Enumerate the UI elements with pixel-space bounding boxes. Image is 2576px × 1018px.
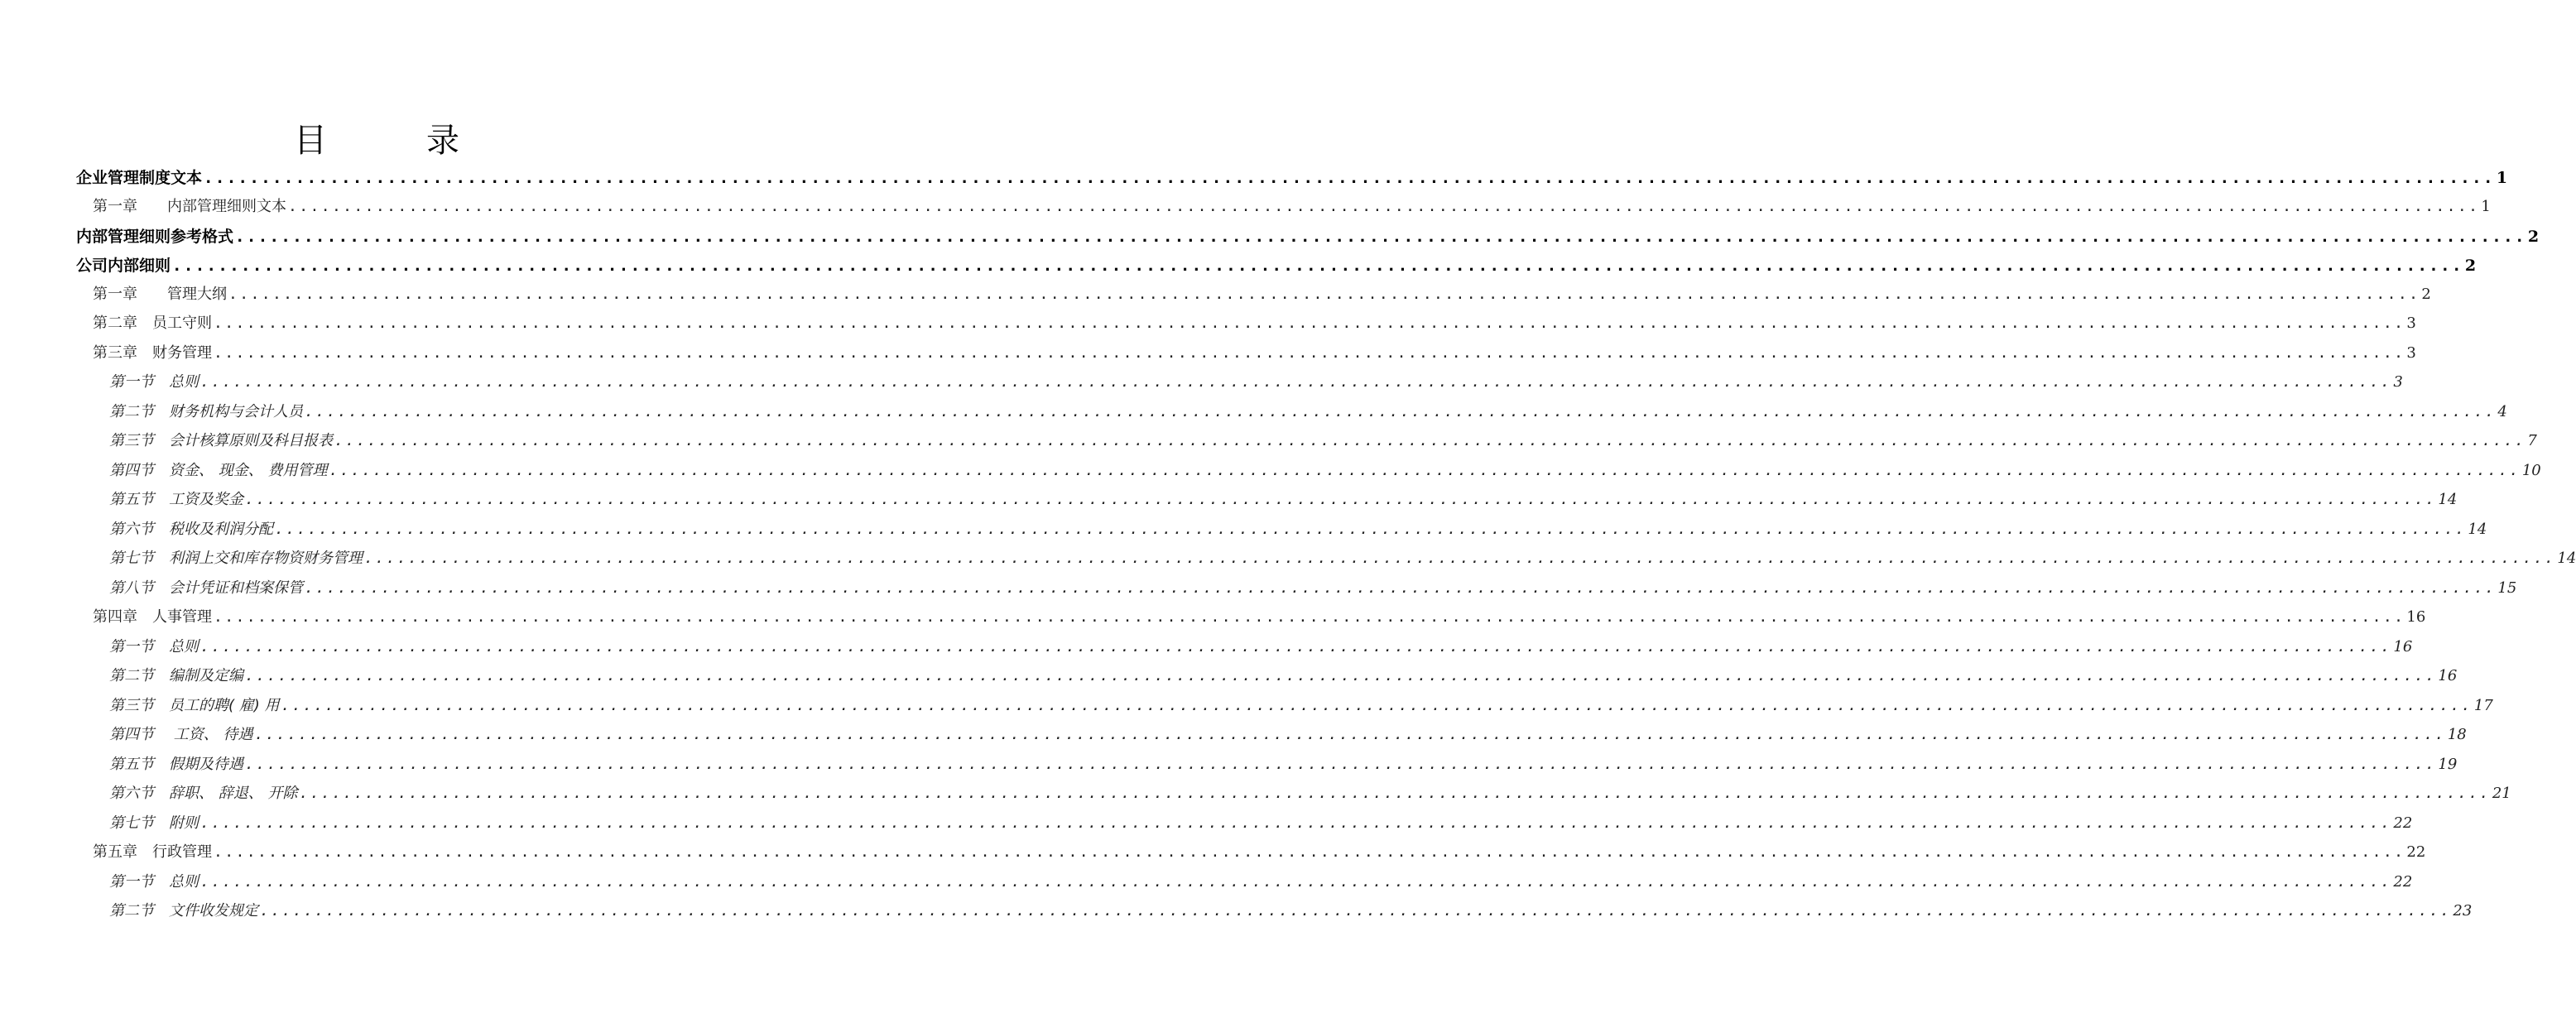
toc-entry-title: 第二节 文件收发规定 [109,902,258,920]
dot-leader: ........................................................................................................................................................................................................ [305,579,2497,597]
toc-entry-page-number: 16 [2406,608,2426,626]
toc-entry-title: 内部管理细则参考格式 [76,228,234,246]
toc-entry-page-number: 21 [2492,785,2511,802]
dot-leader: ........................................................................................................................................................................................................ [245,491,2437,508]
toc-entry-page-number: 22 [2406,843,2426,861]
dot-leader: ........................................................................................................................................................................................................ [245,756,2437,773]
toc-entry[interactable] [109,546,2576,571]
toc-entry[interactable] [93,311,2416,336]
toc-entry[interactable] [109,429,2537,454]
toc-entry[interactable] [109,723,2467,747]
dot-leader: ........................................................................................................................................................................................................ [214,843,2405,861]
toc-entry-title: 第一节 总则 [109,873,199,891]
toc-entry[interactable] [109,694,2493,718]
dot-leader: ........................................................................................................................................................................................................ [275,521,2467,538]
dot-leader: ........................................................................................................................................................................................................ [288,198,2480,215]
toc-entry-page-number: 14 [2557,550,2576,567]
toc-entry[interactable] [109,400,2507,425]
toc-entry[interactable] [76,253,2477,278]
dot-leader: ........................................................................................................................................................................................................ [200,373,2392,391]
toc-entry[interactable] [109,664,2458,689]
toc-entry-page-number: 3 [2406,344,2416,362]
toc-entry-page-number: 16 [2393,638,2413,655]
dot-leader: ........................................................................................................................................................................................................ [329,462,2521,479]
toc-entry[interactable] [109,870,2413,895]
dot-leader: ........................................................................................................................................................................................................ [204,169,2495,187]
toc-entry-title: 第七节 利润上交和库存物资财务管理 [109,550,363,567]
toc-entry-title: 第二节 财务机构与会计人员 [109,403,303,420]
dot-leader: ........................................................................................................................................................................................................ [334,432,2526,449]
toc-entry-title: 第七节 附则 [109,814,199,832]
dot-leader: ........................................................................................................................................................................................................ [214,315,2405,332]
toc-entry-page-number: 14 [2468,521,2487,538]
toc-entry[interactable] [109,752,2458,777]
dot-leader: ........................................................................................................................................................................................................ [214,608,2405,626]
toc-entry-page-number: 2 [2527,228,2540,246]
toc-entry-page-number: 7 [2527,432,2537,449]
toc-entry-page-number: 14 [2438,491,2458,508]
dot-leader: ........................................................................................................................................................................................................ [299,785,2491,802]
toc-entry-title: 第八节 会计凭证和档案保管 [109,579,303,597]
toc-entry-page-number: 15 [2497,579,2517,597]
dot-leader: ........................................................................................................................................................................................................ [172,257,2463,275]
toc-entry-title: 第三节 会计核算原则及科目报表 [109,432,333,449]
toc-entry-title: 第六节 辞职、 辞退、 开除 [109,785,298,802]
toc-entry[interactable] [109,459,2541,483]
toc-entry-title: 第一章 内部管理细则文本 [93,198,286,215]
dot-leader: ........................................................................................................................................................................................................ [200,638,2392,655]
toc-entry-page-number: 10 [2521,462,2541,479]
toc-entry[interactable] [109,635,2413,660]
toc-entry-page-number: 22 [2393,814,2413,832]
toc-entry-title: 公司内部细则 [76,257,171,275]
toc-entry[interactable] [93,840,2426,865]
toc-entry-title: 第五章 行政管理 [93,843,212,861]
toc-entry-title: 第一节 总则 [109,373,199,391]
toc-entry-page-number: 2 [2464,257,2477,275]
dot-leader: ........................................................................................................................................................................................................ [200,814,2392,832]
toc-entry-title: 企业管理制度文本 [76,169,203,187]
toc-entry-page-number: 1 [2496,169,2508,187]
dot-leader: ........................................................................................................................................................................................................ [305,403,2497,420]
toc-entry-page-number: 16 [2438,667,2458,684]
toc-entry-title: 第二章 员工守则 [93,315,212,332]
toc-entry-title: 第三节 员工的聘( 雇) 用 [109,697,280,714]
toc-entry-title: 第一节 总则 [109,638,199,655]
toc-entry-page-number: 19 [2438,756,2458,773]
dot-leader: ........................................................................................................................................................................................................ [260,902,2452,920]
toc-entry[interactable] [109,811,2413,836]
dot-leader: ........................................................................................................................................................................................................ [214,344,2405,362]
toc-entry[interactable] [109,576,2517,601]
toc-entry-page-number: 18 [2447,726,2467,743]
toc-entry-page-number: 17 [2473,697,2493,714]
toc-entry-page-number: 3 [2406,315,2416,332]
dot-leader: ........................................................................................................................................................................................................ [200,873,2392,891]
toc-entry-page-number: 2 [2421,286,2431,303]
toc-entry-title: 第二节 编制及定编 [109,667,243,684]
toc-entry-page-number: 1 [2481,198,2491,215]
page-title: 目 录 [294,122,493,160]
dot-leader: ........................................................................................................................................................................................................ [254,726,2446,743]
toc-entry[interactable] [109,781,2511,806]
dot-leader: ........................................................................................................................................................................................................ [281,697,2473,714]
toc-entry[interactable] [109,487,2458,512]
toc-entry-title: 第四章 人事管理 [93,608,212,626]
toc-entry[interactable] [109,517,2487,542]
toc-entry[interactable] [76,166,2508,190]
toc-entry[interactable] [109,899,2473,924]
toc-entry-page-number: 23 [2453,902,2473,920]
toc-entry-title: 第三章 财务管理 [93,344,212,362]
dot-leader: ........................................................................................................................................................................................................ [235,228,2526,246]
dot-leader: ........................................................................................................................................................................................................ [364,550,2556,567]
toc-entry-title: 第五节 工资及奖金 [109,491,243,508]
dot-leader: ........................................................................................................................................................................................................ [245,667,2437,684]
toc-entry-title: 第六节 税收及利润分配 [109,521,273,538]
toc-entry-title: 第一章 管理大纲 [93,286,227,303]
toc-entry[interactable] [76,224,2540,249]
toc-entry[interactable] [93,282,2431,307]
dot-leader: ........................................................................................................................................................................................................ [228,286,2420,303]
toc-entry-title: 第四节 工资、 待遇 [109,726,253,743]
toc-entry-page-number: 22 [2393,873,2413,891]
toc-entry-page-number: 4 [2497,403,2507,420]
toc-entry[interactable] [109,370,2403,395]
toc-entry-title: 第四节 资金、 现金、 费用管理 [109,462,328,479]
toc-entry[interactable] [93,341,2416,366]
toc-entry[interactable] [93,605,2426,630]
toc-entry-page-number: 3 [2393,373,2403,391]
toc-entry-title: 第五节 假期及待遇 [109,756,243,773]
toc-entry[interactable] [93,194,2491,219]
